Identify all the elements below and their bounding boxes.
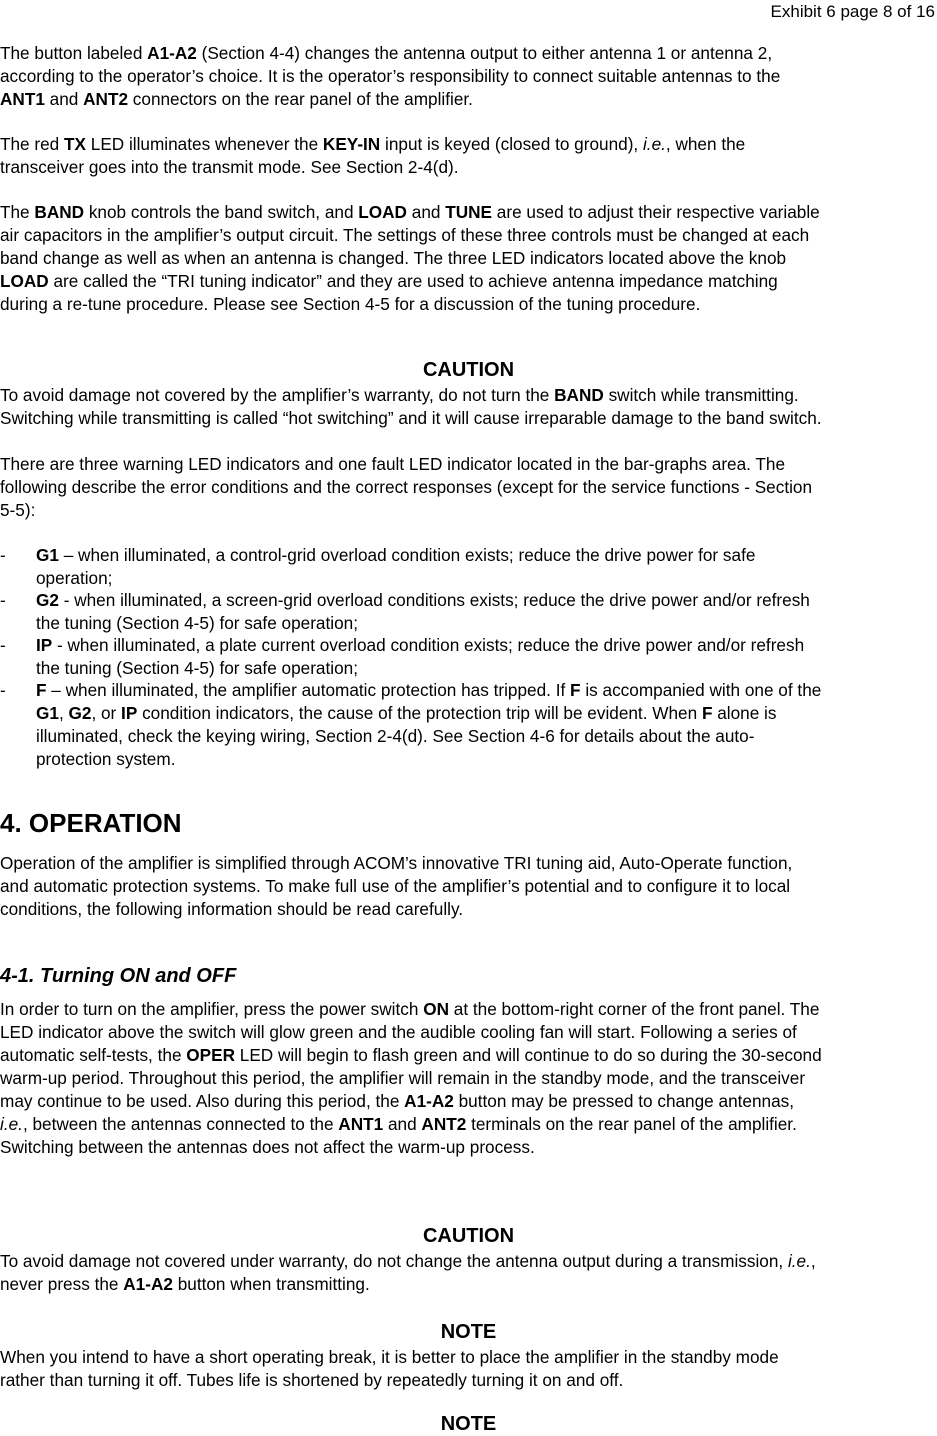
text-line: Switching while transmitting is called “hot switching” and it will cause irreparable damage to the band switch. <box>0 408 822 428</box>
text-line: 5-5): <box>0 500 36 520</box>
text-line: F – when illuminated, the amplifier automatic protection has tripped. If F is accompanied with one of the <box>36 680 822 700</box>
text-line: To avoid damage not covered under warranty, do not change the antenna output during a transmission, i.e., <box>0 1251 816 1271</box>
text-line: Operation of the amplifier is simplified through ACOM’s innovative TRI tuning aid, Auto-Operate function, <box>0 853 793 873</box>
paragraph-band-knob <box>0 201 937 316</box>
text-line: To avoid damage not covered by the amplifier’s warranty, do not turn the BAND switch while transmitting. <box>0 385 799 405</box>
list-bullet: - <box>0 545 6 565</box>
caution-text <box>0 384 937 430</box>
note-heading: NOTE <box>440 1413 497 1435</box>
note-heading: NOTE <box>440 1321 497 1343</box>
list-bullet: - <box>0 635 6 655</box>
text-line: i.e., between the antennas connected to the ANT1 and ANT2 terminals on the rear panel of the amplifier. <box>0 1114 797 1134</box>
text-line: The red TX LED illuminates whenever the KEY-IN input is keyed (closed to ground), i.e., when the <box>0 134 746 154</box>
text-line: protection system. <box>36 749 176 769</box>
subsection-heading-turning-on-off: 4-1. Turning ON and OFF <box>0 965 237 987</box>
text-line: rather than turning it off. Tubes life is shortened by repeatedly turning it on and off. <box>0 1370 624 1390</box>
text-line: never press the A1-A2 button when transmitting. <box>0 1274 370 1294</box>
text-line: illuminated, check the keying wiring, Section 2-4(d). See Section 4-6 for details about the auto- <box>36 726 755 746</box>
text-line: operation; <box>36 568 113 588</box>
caution-heading: CAUTION <box>422 359 515 381</box>
text-line: during a re-tune procedure. Please see Section 4-5 for a discussion of the tuning procedure. <box>0 294 701 314</box>
note-text <box>0 1346 937 1392</box>
page-header: Exhibit 6 page 8 of 16 <box>770 2 935 21</box>
text-line: When you intend to have a short operating break, it is better to place the amplifier in the standby mode <box>0 1347 779 1367</box>
caution-heading: CAUTION <box>422 1225 515 1247</box>
text-line: may continue to be used. Also during this period, the A1-A2 button may be pressed to change antennas, <box>0 1091 795 1111</box>
paragraph-turning-on <box>0 998 937 1159</box>
text-line: LOAD are called the “TRI tuning indicator” and they are used to achieve antenna impedance matching <box>0 271 778 291</box>
text-line: automatic self-tests, the OPER LED will begin to flash green and will continue to do so during the 30-second <box>0 1045 822 1065</box>
list-bullet: - <box>0 590 6 610</box>
text-line: LED indicator above the switch will glow green and the audible cooling fan will start. Following a series of <box>0 1022 797 1042</box>
text-line: G1, G2, or IP condition indicators, the cause of the protection trip will be evident. When F alone is <box>36 703 777 723</box>
text-line: There are three warning LED indicators and one fault LED indicator located in the bar-graphs area. The <box>0 454 786 474</box>
text-line: Switching between the antennas does not affect the warm-up process. <box>0 1137 535 1157</box>
paragraph-tx-led <box>0 133 937 179</box>
text-line: G1 – when illuminated, a control-grid overload condition exists; reduce the drive power for safe <box>36 545 756 565</box>
text-line: band change as well as when an antenna is changed. The three LED indicators located above the knob <box>0 248 787 268</box>
text-line: transceiver goes into the transmit mode. See Section 2-4(d). <box>0 157 459 177</box>
text-line: The button labeled A1-A2 (Section 4-4) changes the antenna output to either antenna 1 or antenna 2, <box>0 43 773 63</box>
caution-text <box>0 1250 937 1296</box>
text-line: In order to turn on the amplifier, press the power switch ON at the bottom-right corner of the front panel. The <box>0 999 820 1019</box>
list-bullet: - <box>0 680 6 700</box>
text-line: air capacitors in the amplifier’s output circuit. The settings of these three controls must be changed at each <box>0 225 810 245</box>
text-line: and automatic protection systems. To make full use of the amplifier’s potential and to configure it to local <box>0 876 791 896</box>
text-line: conditions, the following information should be read carefully. <box>0 899 464 919</box>
text-line: the tuning (Section 4-5) for safe operation; <box>36 613 358 633</box>
text-line: IP - when illuminated, a plate current overload condition exists; reduce the drive power and/or refresh <box>36 635 805 655</box>
paragraph-warning-leds <box>0 453 937 522</box>
text-line: The BAND knob controls the band switch, and LOAD and TUNE are used to adjust their respective variable <box>0 202 820 222</box>
paragraph-a1-a2 <box>0 42 937 111</box>
text-line: ANT1 and ANT2 connectors on the rear panel of the amplifier. <box>0 89 473 109</box>
text-line: G2 - when illuminated, a screen-grid overload conditions exists; reduce the drive power and/or refresh <box>36 590 810 610</box>
paragraph-operation-intro <box>0 852 937 921</box>
text-line: the tuning (Section 4-5) for safe operation; <box>36 658 358 678</box>
text-line: following describe the error conditions and the correct responses (except for the service functions - Section <box>0 477 813 497</box>
section-heading-operation: 4. OPERATION <box>0 808 182 838</box>
text-line: warm-up period. Throughout this period, the amplifier will remain in the standby mode, and the transceiver <box>0 1068 806 1088</box>
text-line: according to the operator’s choice. It is the operator’s responsibility to connect suitable antennas to the <box>0 66 781 86</box>
